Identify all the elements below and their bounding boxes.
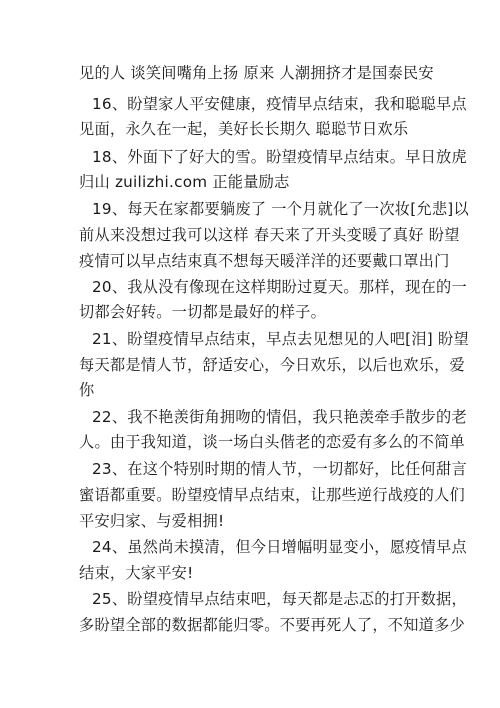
text-line: 见面，永久在一起，美好长长期久 聪聪节日欢乐 [79,120,409,138]
text-line: 见的人 谈笑间嘴角上扬 原来 人潮拥挤才是国泰民安 [79,64,434,82]
text-line: 23、在这个特别时期的情人节，一切都好，比任何甜言 [92,460,467,478]
text-line: 19、每天在家都要躺废了 一个月就化了一次妆[允悲]以 [92,200,469,218]
text-line: 21、盼望疫情早点结束，早点去见想见的人吧[泪] 盼望 [92,330,469,348]
text-line: 结束，大家平安! [79,564,194,582]
text-line: 多盼望全部的数据都能归零。不要再死人了，不知道多少 [79,616,465,634]
text-line: 25、盼望疫情早点结束吧，每天都是忐忑的打开数据， [92,590,467,608]
text-line: 平安归家、与爱相拥! [79,512,225,530]
text-line: 蜜语都重要。盼望疫情早点结束，让那些逆行战疫的人们 [79,486,465,504]
text-line: 18、外面下了好大的雪。盼望疫情早点结束。早日放虎 [92,148,467,166]
text-line: 20、我从没有像现在这样期盼过夏天。那样，现在的一 [92,278,467,296]
text-line: 人。由于我知道，谈一场白头偕老的恋爱有多么的不简单 [79,433,465,451]
text-line: 24、虽然尚未摸清，但今日增幅明显变小，愿疫情早点 [92,538,467,556]
text-line: 每天都是情人节，舒适安心，今日欢乐，以后也欢乐，爱 [79,356,465,374]
text-line: 归山 zuilizhi.com 正能量励志 [79,173,290,191]
text-line: 16、盼望家人平安健康，疫情早点结束，我和聪聪早点 [92,95,467,113]
text-line: 前从来没想过我可以这样 春天来了开头变暖了真好 盼望 [79,226,460,244]
text-line: 切都会好转。一切都是最好的样子。 [79,303,326,321]
text-line: 疫情可以早点结束真不想每天暖洋洋的还要戴口罩出门 [79,252,450,270]
text-line: 你 [79,381,95,399]
text-line: 22、我不艳羡街角拥吻的情侣，我只艳羡牵手散步的老 [92,408,467,426]
